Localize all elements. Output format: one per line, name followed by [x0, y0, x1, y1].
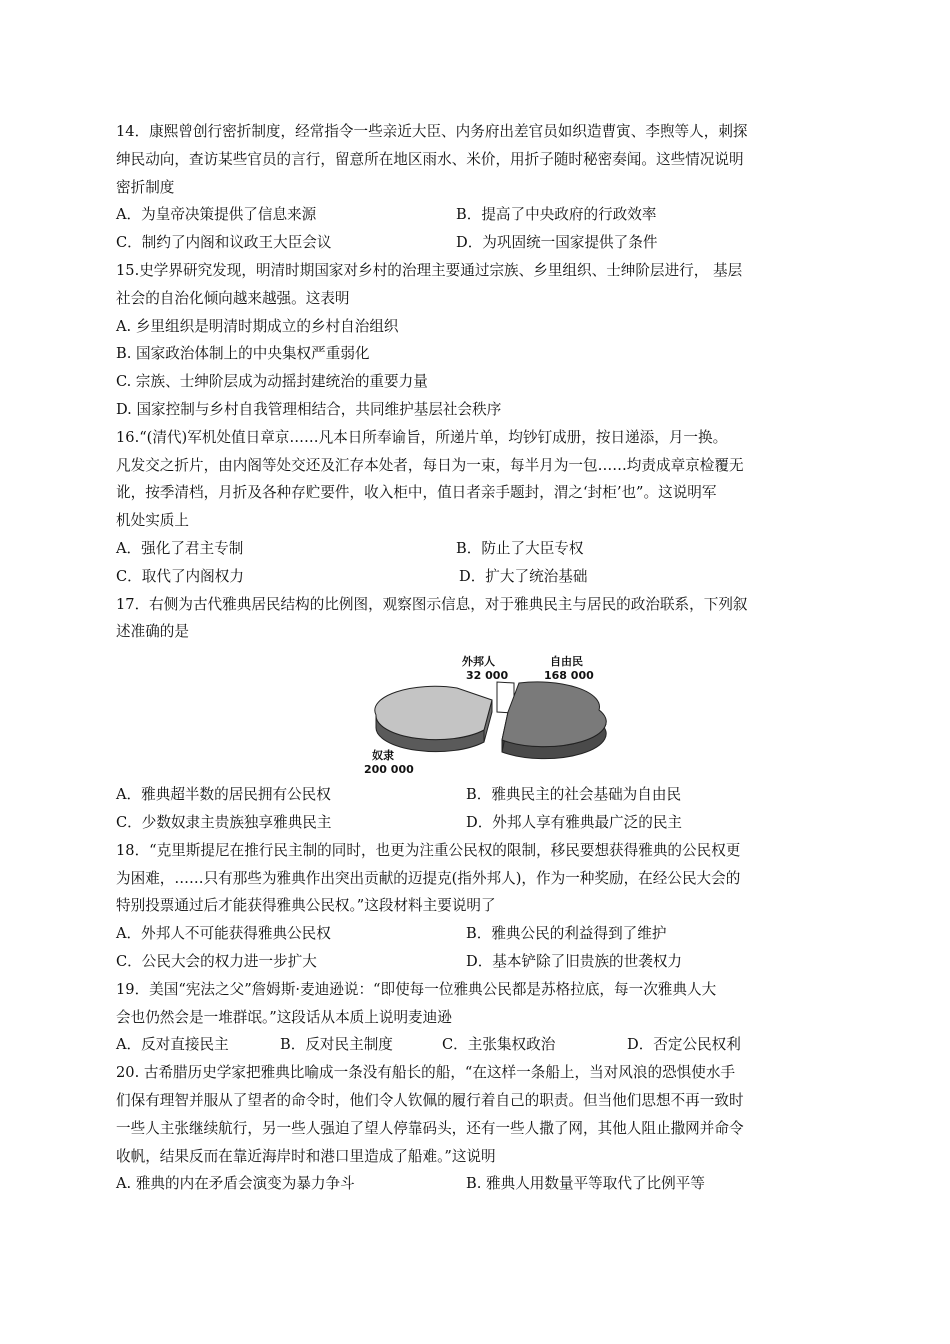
- option-row: [116, 781, 838, 809]
- label-freemen: 自由民: [550, 655, 583, 669]
- question-text: 18．“克里斯提尼在推行民主制的同时，也更为注重公民权的限制，移民要想获得雅典的公民权更: [116, 841, 741, 859]
- question-text: 14．康熙曾创行密折制度，经常指令一些亲近大臣、内务府出差官员如织造曹寅、李煦等人，刺探: [116, 123, 748, 140]
- exam-page: [116, 118, 838, 1198]
- option-c: C. 宗族、士绅阶层成为动摇封建统治的重要力量: [116, 373, 428, 391]
- option-c: C．少数奴隶主贵族独享雅典民主: [116, 813, 332, 831]
- question-text: 凡发交之折片，由内阁等处交还及汇存本处者，每日为一束，每半月为一包……均责成章京检覆无: [116, 456, 744, 474]
- question-text: 机处实质上: [116, 512, 189, 530]
- option-row: [116, 535, 838, 563]
- option-c: C．制约了内阁和议政王大臣会议: [116, 234, 332, 252]
- option-d: D．扩大了统治基础: [459, 567, 588, 585]
- option-row: [116, 563, 838, 591]
- option-b: B. 雅典人用数量平等取代了比例平等: [466, 1175, 705, 1193]
- option-row: [116, 229, 838, 257]
- option-c: C．主张集权政治: [442, 1036, 556, 1054]
- question-text: 密折制度: [116, 178, 175, 196]
- value-slaves: 200 000: [364, 763, 414, 777]
- question-text: 讹，按季清档，月折及各种存贮要件，收入柜中，值日者亲手题封，渭之‘封柜’也”。这说明军: [116, 484, 717, 502]
- question-text: 会也仍然会是一堆群氓。”这段话从本质上说明麦迪逊: [116, 1008, 452, 1026]
- option-row: [116, 809, 838, 837]
- label-slaves: 奴隶: [372, 749, 394, 763]
- option-d: D．基本铲除了旧贵族的世袭权力: [466, 952, 683, 970]
- option-a: A. 雅典的内在矛盾会演变为暴力争斗: [116, 1175, 355, 1193]
- question-18: [116, 837, 838, 976]
- option-d: D．外邦人享有雅典最广泛的民主: [466, 813, 683, 831]
- question-text: 绅民动向，查访某些官员的言行，留意所在地区雨水、米价，用折子随时秘密奏闻。这些情况说明: [116, 150, 744, 168]
- option-a: A．强化了君主专制: [116, 539, 244, 557]
- question-text: 特别投票通过后才能获得雅典公民权。”这段材料主要说明了: [116, 897, 496, 915]
- option-b: B．雅典民主的社会基础为自由民: [466, 786, 682, 804]
- option-row: [116, 1031, 838, 1059]
- question-19: [116, 976, 838, 1059]
- question-text: 19．美国“宪法之父”詹姆斯·麦迪逊说：“即使每一位雅典公民都是苏格拉底，每一次雅典人大: [116, 980, 717, 998]
- question-text: 述准确的是: [116, 623, 189, 641]
- option-a: A．雅典超半数的居民拥有公民权: [116, 786, 331, 804]
- option-d: D．为巩固统一国家提供了条件: [456, 234, 658, 252]
- question-text: 15.史学界研究发现，明清时期国家对乡村的治理主要通过宗族、乡里组织、士绅阶层进行， 基层: [116, 261, 743, 279]
- question-text: 16.“(清代)军机处值日章京……凡本日所奉谕旨，所递片单，均钞钉成册，按日递添，月一换。: [116, 428, 728, 446]
- option-a: A．为皇帝决策提供了信息来源: [116, 206, 317, 224]
- question-16: [116, 424, 838, 591]
- option-row: [116, 920, 838, 948]
- population-pie-chart: [116, 646, 838, 781]
- option-row: [116, 1170, 838, 1198]
- option-a: A．反对直接民主: [116, 1036, 229, 1054]
- option-a: A. 乡里组织是明清时期成立的乡村自治组织: [116, 317, 399, 335]
- option-a: A．外邦人不可能获得雅典公民权: [116, 925, 331, 943]
- question-text: 收帆，结果反而在靠近海岸时和港口里造成了船难。”这说明: [116, 1147, 496, 1165]
- value-freemen: 168 000: [544, 669, 594, 683]
- pie-slice-slaves: [375, 686, 492, 751]
- option-d: D．否定公民权利: [627, 1036, 741, 1054]
- option-b: B．反对民主制度: [280, 1036, 393, 1054]
- option-row: [116, 948, 838, 976]
- value-foreigners: 32 000: [466, 669, 509, 683]
- question-15: [116, 257, 838, 424]
- option-c: C．公民大会的权力进一步扩大: [116, 952, 317, 970]
- question-text: 20. 古希腊历史学家把雅典比喻成一条没有船长的船，“在这样一条船上，当对风浪的恐惧使水手: [116, 1064, 736, 1082]
- question-text: 17．右侧为古代雅典居民结构的比例图，观察图示信息，对于雅典民主与居民的政治联系，下列叙: [116, 595, 748, 613]
- option-b: B．提高了中央政府的行政效率: [456, 206, 657, 224]
- option-row: [116, 201, 838, 229]
- option-b: B．防止了大臣专权: [456, 539, 584, 557]
- question-text: 为困难，……只有那些为雅典作出突出贡献的迈提克(指外邦人)，作为一种奖励，在经公民大会的: [116, 869, 741, 887]
- question-text: 一些人主张继续航行，另一些人强迫了望人停靠码头，还有一些人撒了网，其他人阻止撒网并命令: [116, 1119, 744, 1137]
- option-d: D. 国家控制与乡村自我管理相结合，共同维护基层社会秩序: [116, 400, 502, 418]
- label-foreigners: 外邦人: [462, 655, 495, 669]
- question-20: [116, 1059, 838, 1198]
- option-b: B．雅典公民的利益得到了维护: [466, 925, 667, 943]
- question-14: [116, 118, 838, 257]
- pie-slice-freemen: [502, 682, 606, 759]
- question-text: 们保有理智并服从了望者的命令时，他们令人钦佩的履行着自己的职责。但当他们思想不再一致时: [116, 1091, 744, 1109]
- question-17: [116, 591, 838, 837]
- pie-chart-svg: [364, 652, 614, 777]
- option-b: B. 国家政治体制上的中央集权严重弱化: [116, 345, 370, 363]
- option-c: C．取代了内阁权力: [116, 567, 244, 585]
- question-text: 社会的自治化倾向越来越强。这表明: [116, 289, 350, 307]
